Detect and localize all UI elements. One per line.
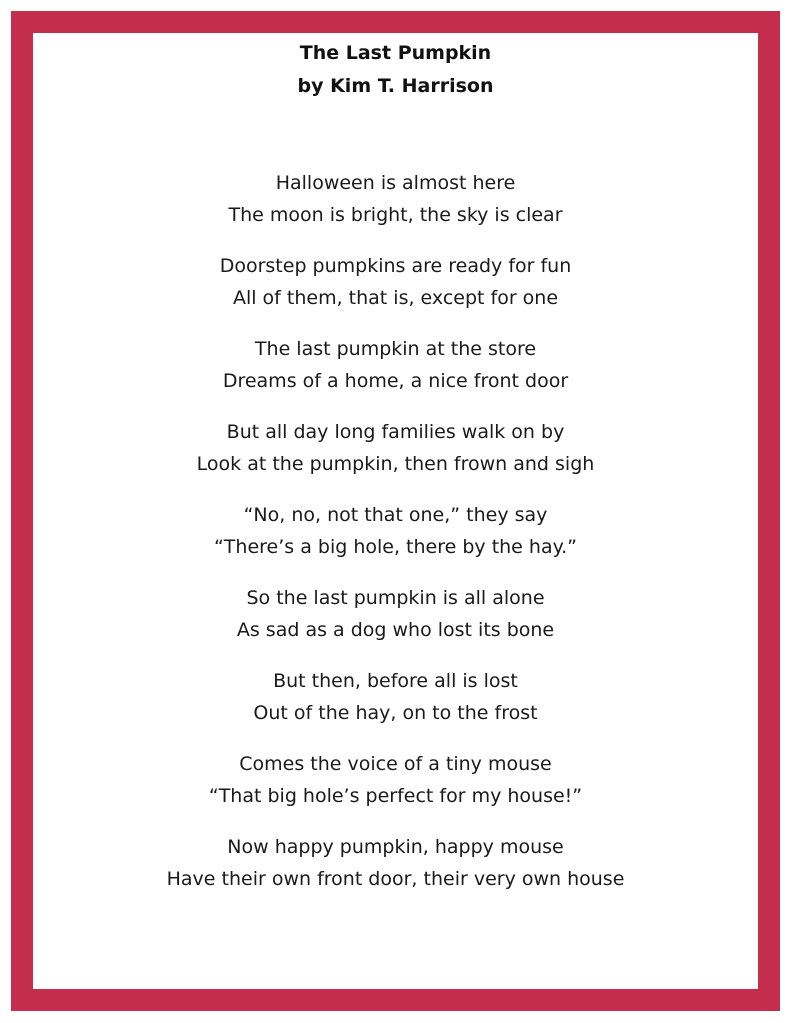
poem-byline: by Kim T. Harrison [297,75,494,97]
poem-line: Doorstep pumpkins are ready for fun [219,255,572,277]
title-block [0,37,791,103]
poem-line: But then, before all is lost [273,670,518,692]
poem-line: The last pumpkin at the store [254,338,537,360]
poem-line: Have their own front door, their very own house [166,868,625,890]
poem-line: Halloween is almost here [275,172,516,194]
stanza [0,333,791,397]
poem-line: “There’s a big hole, there by the hay.” [213,536,578,558]
stanza [0,748,791,812]
poem-title: The Last Pumpkin [299,42,492,64]
poem-line: All of them, that is, except for one [232,287,559,309]
stanza [0,665,791,729]
poem-line: “No, no, not that one,” they say [243,504,548,526]
stanza [0,499,791,563]
poem-line: So the last pumpkin is all alone [246,587,545,609]
poem-line: Dreams of a home, a nice front door [222,370,569,392]
poem-line: As sad as a dog who lost its bone [236,619,555,641]
poem-line: Out of the hay, on to the frost [253,702,538,724]
poem-body [0,167,791,914]
stanza [0,167,791,231]
stanza [0,250,791,314]
poem-line: “That big hole’s perfect for my house!” [208,785,583,807]
poem-line: But all day long families walk on by [226,421,565,443]
poem-line: Now happy pumpkin, happy mouse [227,836,564,858]
stanza [0,831,791,895]
poem-line: The moon is bright, the sky is clear [228,204,563,226]
stanza [0,582,791,646]
poem-line: Look at the pumpkin, then frown and sigh [196,453,595,475]
poem-line: Comes the voice of a tiny mouse [239,753,552,775]
stanza [0,416,791,480]
